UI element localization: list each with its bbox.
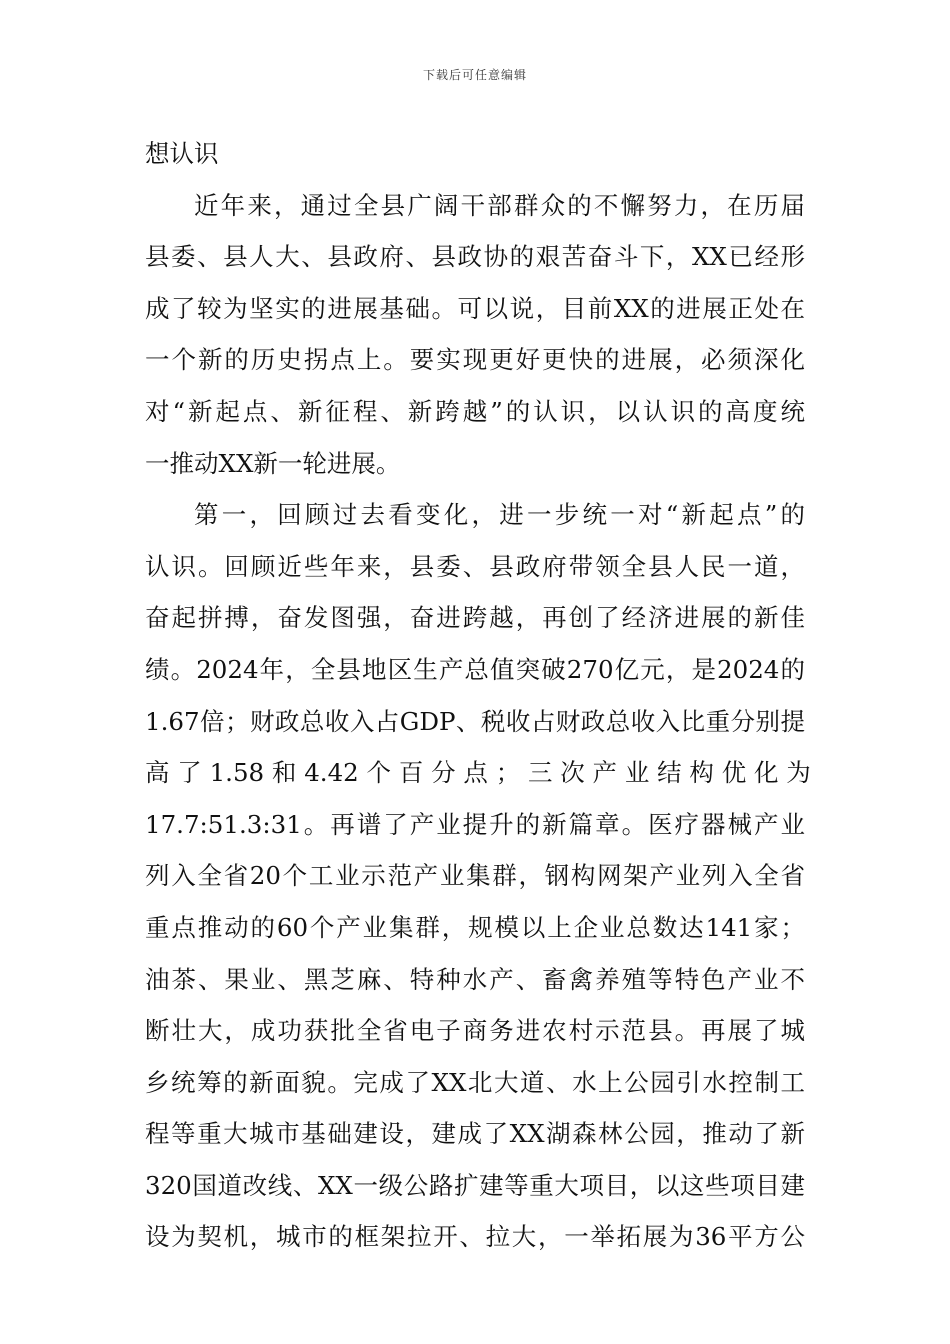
- text-line: 乡统筹的新面貌。完成了XX北大道、水上公园引水控制工: [145, 1067, 805, 1097]
- text-line: 一个新的历史拐点上。要实现更好更快的进展，必须深化: [145, 345, 805, 375]
- text-line: 油茶、果业、黑芝麻、特种水产、畜禽养殖等特色产业不: [145, 964, 805, 994]
- text-line: 断壮大，成功获批全省电子商务进农村示范县。再展了城: [145, 1016, 805, 1046]
- text-line: 成了较为坚实的进展基础。可以说，目前XX的进展正处在: [145, 293, 805, 323]
- text-line: 一推动XX新一轮进展。: [145, 448, 401, 478]
- text-line: 列入全省20个工业示范产业集群，钢构网架产业列入全省: [145, 861, 805, 891]
- text-line: 程等重大城市基础建设，建成了XX湖森林公园，推动了新: [145, 1119, 805, 1149]
- text-line: 绩。2024年，全县地区生产总值突破270亿元，是2024的: [145, 654, 805, 684]
- body-text: [145, 128, 811, 1263]
- text-line: 近年来，通过全县广阔干部群众的不懈努力，在历届: [194, 190, 805, 220]
- header-note: 下载后可任意编辑: [422, 68, 527, 82]
- text-line: 县委、县人大、县政府、县政协的艰苦奋斗下，XX已经形: [145, 242, 805, 272]
- text-line: 认识。回顾近些年来，县委、县政府带领全县人民一道，: [145, 551, 805, 581]
- text-line: 17.7:51.3:31。再谱了产业提升的新篇章。医疗器械产业: [145, 809, 805, 839]
- text-line: 1.67倍；财政总收入占GDP、税收占财政总收入比重分别提: [145, 706, 805, 736]
- text-line: 高 了 1.58 和 4.42 个 百 分 点 ； 三 次 产 业 结 构 优 化 为: [145, 758, 811, 788]
- text-line: 设为契机，城市的框架拉开、拉大，一举拓展为36平方公: [145, 1222, 805, 1252]
- text-line: 对“新起点、新征程、新跨越”的认识，以认识的高度统: [145, 396, 805, 426]
- text-line: 320国道改线、XX一级公路扩建等重大项目，以这些项目建: [145, 1170, 805, 1200]
- text-line: 想认识: [145, 139, 219, 168]
- text-line: 第一，回顾过去看变化，进一步统一对“新起点”的: [194, 500, 805, 530]
- text-line: 奋起拼搏，奋发图强，奋进跨越，再创了经济进展的新佳: [145, 603, 805, 633]
- text-line: 重点推动的60个产业集群，规模以上企业总数达141家；: [145, 912, 805, 942]
